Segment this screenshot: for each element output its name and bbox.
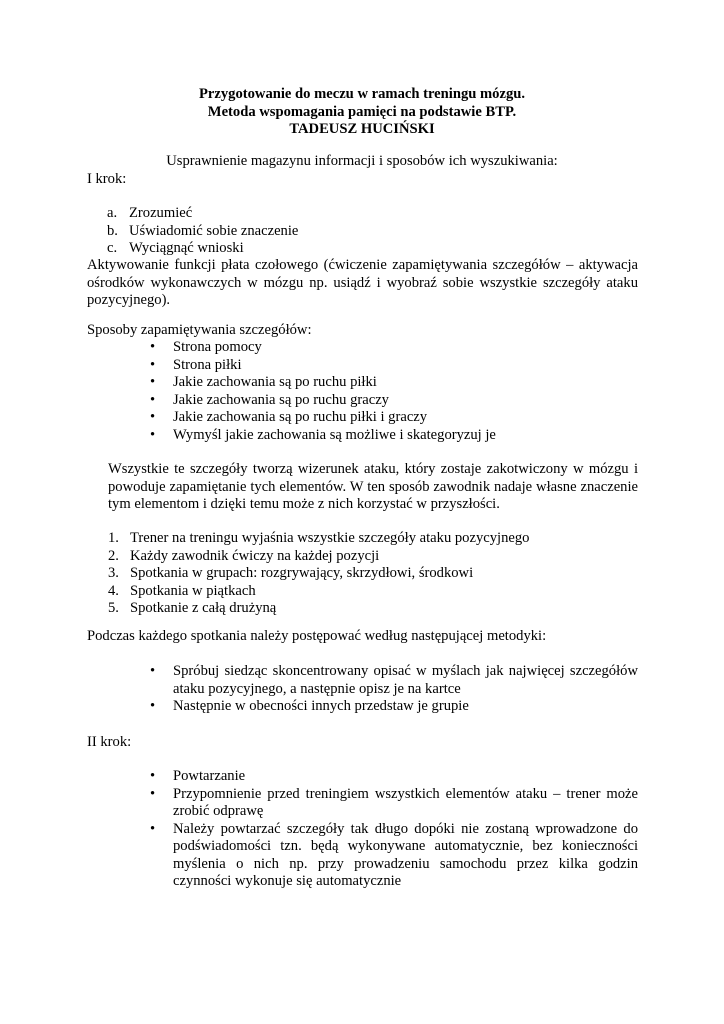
bullet-icon: • [150, 768, 156, 784]
list-item-text: Następnie w obecności innych przedstaw je grupie [173, 698, 469, 714]
bullet-icon: • [150, 426, 156, 443]
step-2-label: II krok: [87, 734, 132, 750]
bullet-icon: • [150, 339, 156, 355]
list-item [150, 392, 638, 410]
title-line-1: Przygotowanie do meczu w ramach treningu mózgu. [198, 86, 525, 102]
list-item-text: Trener na treningu wyjaśnia wszystkie szczegóły ataku pozycyjnego [130, 530, 530, 546]
list-item [108, 530, 628, 548]
list-item-text: Spotkania w piątkach [130, 582, 256, 599]
bullet-icon: • [150, 374, 156, 390]
list-item-text: Jakie zachowania są po ruchu graczy [173, 391, 389, 408]
list-item [107, 205, 627, 223]
activation-paragraph: Aktywowanie funkcji płata czołowego (ćwiczenie zapamiętywania szczegółów – aktywacja ośrodków wykonawczych w mózgu np. usiądź i wyobraź sobie wszystkie szczegóły ataku pozycyjnego). [87, 257, 638, 308]
methods-list [150, 339, 638, 444]
list-item-text: Należy powtarzać szczegóły tak długo dopóki nie zostaną wprowadzone do podświadomości tzn. będą wykonywane automatycznie, bez konieczności myślenia o nich np. przy prowadzeniu samochodu przez kilka godzin czynności wykonuje się automatycznie [173, 820, 638, 889]
list-marker: c. [107, 240, 118, 256]
list-marker: 1. [108, 530, 119, 546]
list-item-text: Strona piłki [173, 356, 242, 373]
list-item-text: Strona pomocy [173, 339, 262, 355]
list-item-text: Spotkanie z całą drużyną [130, 600, 277, 616]
list-item-text: Spotkania w grupach: rozgrywający, skrzydłowi, środkowi [130, 565, 474, 581]
list-item [150, 357, 638, 375]
list-item [150, 821, 638, 891]
meetings-list [108, 530, 628, 618]
list-item-text: Uświadomić sobie znaczenie [129, 222, 299, 239]
list-item [108, 600, 628, 618]
bullet-icon: • [150, 820, 156, 837]
step-1-label: I krok: [87, 171, 127, 187]
substep-list [107, 205, 627, 258]
list-item-text: Zrozumieć [129, 205, 193, 221]
list-item [108, 583, 628, 601]
list-item [107, 240, 627, 258]
document-header [0, 86, 724, 139]
list-item-text: Jakie zachowania są po ruchu piłki [173, 374, 377, 390]
author-name: TADEUSZ HUCIŃSKI [289, 121, 435, 137]
step-2-list [150, 768, 638, 891]
bullet-icon: • [150, 356, 156, 373]
list-marker: 2. [108, 547, 119, 564]
methods-heading: Sposoby zapamiętywania szczegółów: [87, 322, 312, 338]
bullet-icon: • [150, 663, 156, 679]
bullet-icon: • [150, 409, 156, 425]
title-line-2: Metoda wspomagania pamięci na podstawie BTP. [207, 103, 517, 120]
list-item-text: Jakie zachowania są po ruchu piłki i graczy [173, 409, 428, 425]
method-intro: Podczas każdego spotkania należy postępować według następującej metodyki: [87, 628, 547, 644]
list-item [108, 548, 628, 566]
list-item [150, 698, 638, 716]
list-item-text: Przypomnienie przed treningiem wszystkich elementów ataku – trener może zrobić odprawę [173, 785, 638, 819]
list-item [150, 768, 638, 786]
list-item-text: Wyciągnąć wnioski [129, 240, 244, 256]
list-marker: b. [107, 222, 118, 239]
bullet-icon: • [150, 391, 156, 408]
list-item-text: Każdy zawodnik ćwiczy na każdej pozycji [130, 547, 380, 564]
list-marker: a. [107, 205, 118, 221]
list-item [107, 223, 627, 241]
list-marker: 4. [108, 582, 119, 599]
bullet-icon: • [150, 698, 156, 714]
method-steps-list [150, 663, 638, 716]
document-subtitle: Usprawnienie magazynu informacji i sposobów ich wyszukiwania: [166, 153, 558, 169]
list-item-text: Wymyśl jakie zachowania są możliwe i skategoryzuj je [173, 426, 496, 443]
list-marker: 5. [108, 600, 119, 616]
list-item [150, 374, 638, 392]
bullet-icon: • [150, 785, 156, 802]
summary-paragraph: Wszystkie te szczegóły tworzą wizerunek ataku, który zostaje zakotwiczony w mózgu i powoduje zapamiętanie tych elementów. W ten sposób zawodnik nadaje własne znaczenie tym elementom i dzięki temu może z nich korzystać w przyszłości. [108, 461, 638, 512]
list-item [150, 786, 638, 821]
list-item [150, 339, 638, 357]
list-item [150, 663, 638, 698]
list-item [108, 565, 628, 583]
list-item-text: Powtarzanie [173, 768, 246, 784]
list-item [150, 427, 638, 445]
list-marker: 3. [108, 565, 119, 581]
list-item-text: Spróbuj siedząc skoncentrowany opisać w myślach jak najwięcej szczegółów ataku pozycyjnego, a następnie opisz je na kartce [173, 663, 638, 697]
list-item [150, 409, 638, 427]
